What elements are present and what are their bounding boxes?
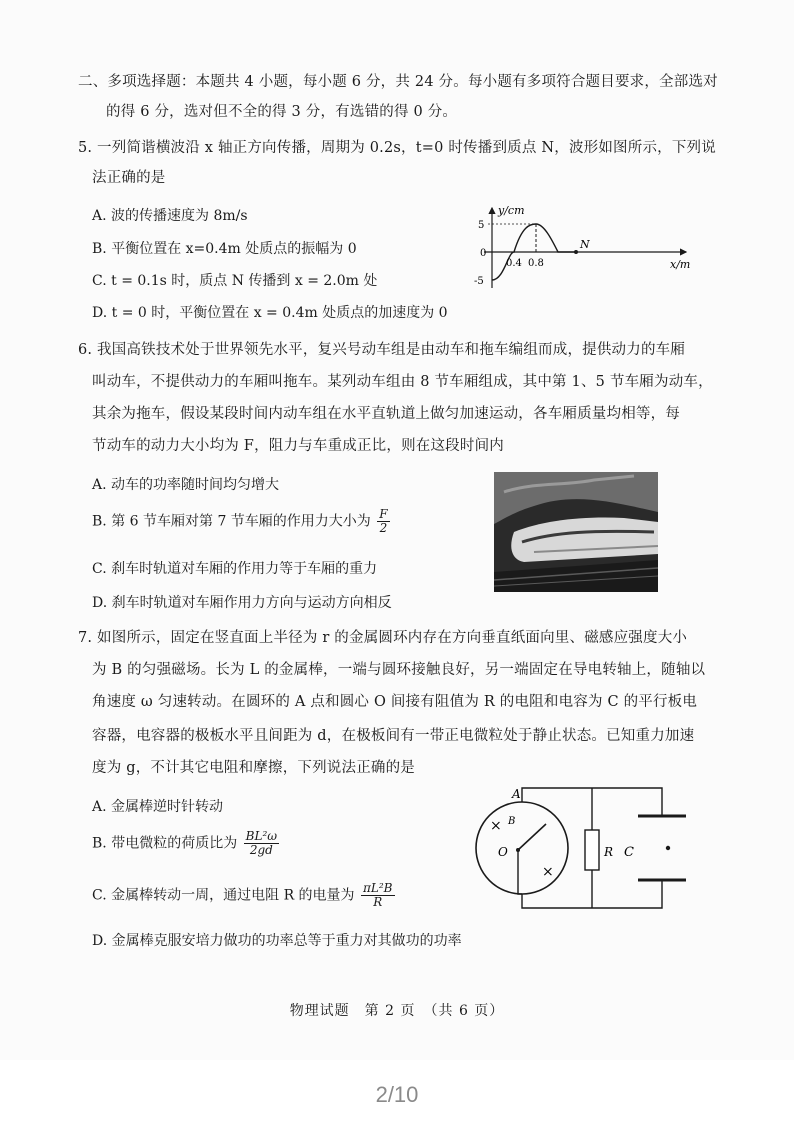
- label-a: A: [512, 787, 521, 801]
- q7-stem-line4: 容器，电容器的极板水平且间距为 d，在极板间有一带正电微粒处于静止状态。已知重力加速: [92, 728, 695, 744]
- q6-stem-line2: 叫动车，不提供动力的车厢叫拖车。某列动车组由 8 节车厢组成，其中第 1、5 节车厢为动车，: [92, 374, 713, 390]
- y-max-label: 5: [478, 220, 485, 231]
- x-axis-label: x/m: [670, 258, 691, 271]
- fraction-denominator: 2: [379, 521, 388, 535]
- q5-option-b: B. 平衡位置在 x=0.4m 处质点的振幅为 0: [92, 241, 357, 257]
- q7-option-d: D. 金属棒克服安培力做功的功率总等于重力对其做功的功率: [92, 933, 462, 949]
- fraction-numerator: πL²B: [363, 881, 393, 895]
- fraction-numerator: BL²ω: [245, 829, 278, 843]
- q6-option-d: D. 刹车时轨道对车厢作用力方向与运动方向相反: [92, 595, 392, 611]
- q7-option-b-text: B. 带电微粒的荷质比为: [92, 835, 238, 852]
- fraction-denominator: R: [373, 895, 383, 909]
- q7-option-b: [92, 830, 279, 857]
- q7-stem-line1: 7. 如图所示，固定在竖直面上半径为 r 的金属圆环内存在方向垂直纸面向里、磁感应强度大小: [78, 630, 688, 646]
- point-n-marker: [574, 250, 578, 254]
- label-o: O: [498, 845, 508, 859]
- q5-option-c: C. t = 0.1s 时，质点 N 传播到 x = 2.0m 处: [92, 273, 378, 289]
- field-cross-icon: ×: [490, 818, 502, 834]
- label-b: B: [508, 816, 516, 827]
- label-c: C: [624, 845, 634, 860]
- resistor: [585, 830, 599, 870]
- q6-option-c: C. 刹车时轨道对车厢的作用力等于车厢的重力: [92, 561, 378, 577]
- q7-option-c-fraction: [361, 882, 394, 909]
- q7-option-a: A. 金属棒逆时针转动: [92, 799, 224, 815]
- point-n-label: N: [580, 238, 590, 251]
- y-min-label: -5: [474, 276, 484, 287]
- q6-option-b-text: B. 第 6 节车厢对第 7 节车厢的作用力大小为: [92, 513, 371, 530]
- section-header-line2: 的得 6 分，选对但不全的得 3 分，有选错的得 0 分。: [106, 104, 458, 120]
- q6-option-a: A. 动车的功率随时间均匀增大: [92, 477, 280, 493]
- q7-stem-line3: 角速度 ω 匀速转动。在圆环的 A 点和圆心 O 间接有阻值为 R 的电阻和电容为 C 的平行板电: [92, 694, 698, 710]
- q6-stem-line3: 其余为拖车，假设某段时间内动车组在水平直轨道上做匀加速运动，各车厢质量均相等，每: [92, 406, 680, 422]
- q6-option-b: [92, 508, 390, 535]
- page-indicator: 2/10: [375, 1082, 419, 1107]
- metal-ring: [476, 802, 568, 894]
- metal-rod: [518, 824, 546, 850]
- page-footer: 物理试题 第 2 页 （共 6 页）: [289, 1003, 505, 1019]
- q5-stem-line2: 法正确的是: [92, 170, 166, 186]
- charged-particle: [666, 846, 670, 850]
- section-header-line1: 二、多项选择题：本题共 4 小题，每小题 6 分，共 24 分。每小题有多项符合题目要求，全部选对: [78, 74, 718, 90]
- q5-option-d: D. t = 0 时，平衡位置在 x = 0.4m 处质点的加速度为 0: [92, 305, 448, 321]
- q7-option-c-text: C. 金属棒转动一周，通过电阻 R 的电量为: [92, 887, 355, 904]
- axle-wire: [518, 850, 522, 894]
- q7-stem-line2: 为 B 的匀强磁场。长为 L 的金属棒，一端与圆环接触良好，另一端固定在导电转轴上，随轴以: [92, 662, 706, 678]
- fraction-denominator: 2gd: [249, 843, 273, 857]
- y-axis-label: y/cm: [498, 204, 525, 217]
- q7-option-c: [92, 882, 395, 909]
- q5-wave-graph: [464, 200, 700, 300]
- q7-circuit-diagram: [462, 776, 712, 916]
- high-speed-train-photo: [494, 472, 658, 592]
- q6-option-b-fraction: [377, 508, 389, 535]
- fraction-numerator: F: [379, 507, 388, 521]
- center-o-dot: [516, 848, 520, 852]
- q6-stem-line1: 6. 我国高铁技术处于世界领先水平，复兴号动车组是由动车和拖车编组而成，提供动力的车厢: [78, 342, 686, 358]
- q5-stem-line1: 5. 一列简谐横波沿 x 轴正方向传播，周期为 0.2s，t=0 时传播到质点 N，波形如图所示，下列说: [78, 140, 716, 156]
- q7-option-b-fraction: [244, 830, 279, 857]
- label-r: R: [604, 845, 614, 859]
- q5-option-a: A. 波的传播速度为 8m/s: [92, 208, 248, 224]
- q6-stem-line4: 节动车的动力大小均为 F，阻力与车重成正比，则在这段时间内: [92, 438, 504, 454]
- x-tick-0-8: 0.8: [528, 258, 544, 269]
- origin-label: 0: [480, 248, 487, 259]
- x-tick-0-4: 0.4: [506, 258, 522, 269]
- field-cross-icon: ×: [542, 864, 554, 880]
- q7-stem-line5: 度为 g，不计其它电阻和摩擦，下列说法正确的是: [92, 760, 415, 776]
